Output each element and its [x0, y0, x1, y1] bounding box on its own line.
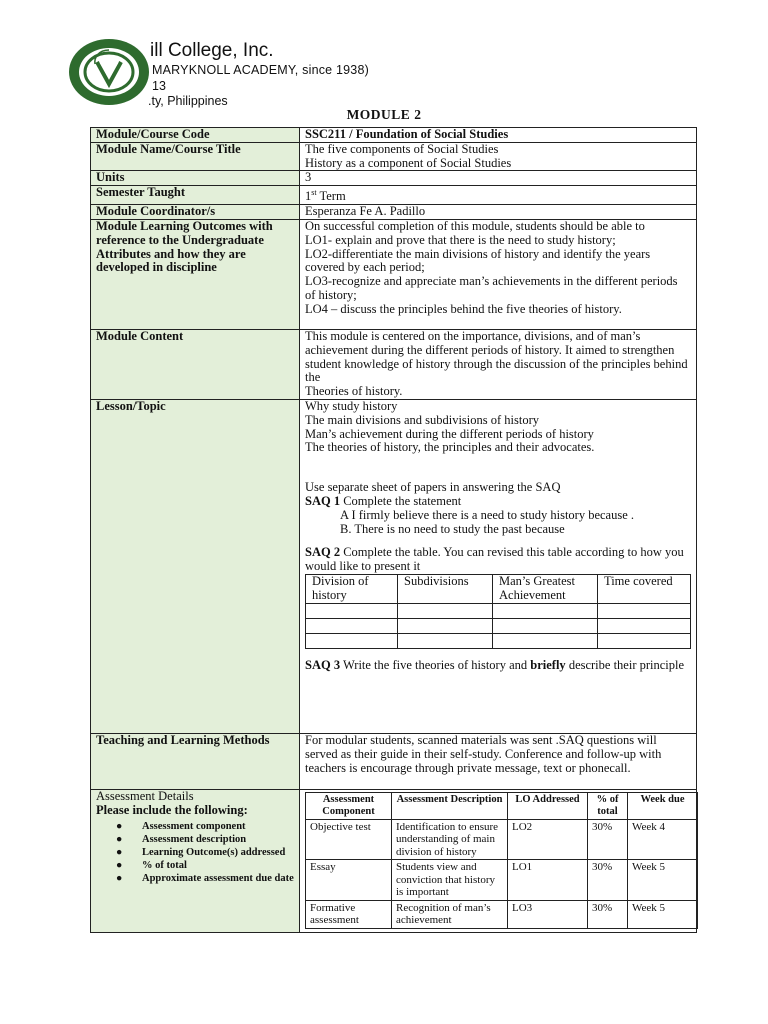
module-table [90, 127, 697, 933]
assess-cell: LO2 [508, 819, 588, 860]
saq2-header: Division of history [306, 574, 398, 603]
content-value [300, 329, 697, 399]
assess-row [306, 819, 698, 860]
outcome-line: LO4 – discuss the principles behind the five theories of history. [305, 301, 622, 316]
assess-cell: Identification to ensure understanding of main division of history [392, 819, 508, 860]
bullet-item: ● Assessment component [116, 820, 246, 832]
saq2-empty-row [306, 603, 691, 618]
module-title: MODULE 2 [346, 107, 422, 122]
saq2-empty-row [306, 618, 691, 633]
assess-cell: Students view and conviction that history is important [392, 860, 508, 901]
methods-label: Teaching and Learning Methods [91, 733, 300, 789]
outcome-line: LO1- explain and prove that there is the need to study history; [305, 232, 616, 247]
semester-sup: st [311, 188, 317, 198]
outcome-line: On successful completion of this module, students should be able to [305, 218, 645, 233]
saq2-empty-row [306, 633, 691, 648]
topic-item: The main divisions and subdivisions of history [305, 412, 540, 427]
saq2-text: Complete the table. You can revised this table according to how you would like to present it [305, 545, 684, 574]
assess-header: LO Addressed [508, 792, 588, 819]
assess-cell: Week 5 [628, 860, 698, 901]
saq3-text: Write the five theories of history and [340, 657, 531, 672]
saq1-label: SAQ 1 [305, 493, 341, 508]
topic-item: Why study history [305, 398, 398, 413]
lesson-label: Lesson/Topic [91, 399, 300, 733]
saq3-bold: briefly [530, 657, 566, 672]
coordinator-label: Module Coordinator/s [91, 205, 300, 220]
content-label: Module Content [91, 329, 300, 399]
assess-cell: LO1 [508, 860, 588, 901]
assessment-sublabel: Please include the following: [96, 802, 248, 817]
college-seal-icon [68, 38, 150, 106]
college-name: ill College, Inc. [150, 40, 274, 61]
bullet-item: ● Assessment description [116, 833, 247, 845]
content-text: Theories of history. [305, 384, 403, 399]
topic-item: The theories of history, the principles and their advocates. [305, 440, 595, 455]
code-value: SSC211 / Foundation of Social Studies [300, 128, 697, 143]
assess-cell: Formative assessment [306, 900, 392, 928]
assessment-label: Assessment Details [96, 788, 194, 803]
saq3 [305, 659, 691, 673]
assess-header: Assessment Component [306, 792, 392, 819]
former-name: MARYKNOLL ACADEMY, since 1938) [152, 63, 369, 77]
assess-row [306, 860, 698, 901]
methods-value: For modular students, scanned materials was sent .SAQ questions will served as their guide in their self-study. Conference and follow-up with teachers is encourage through private message, text or phonecall. [300, 733, 697, 789]
saq2-header: Subdivisions [398, 574, 493, 603]
saq3-label: SAQ 3 [305, 657, 341, 672]
assess-cell: Essay [306, 860, 392, 901]
name-value-line: The five components of Social Studies [305, 141, 499, 156]
coordinator-value: Esperanza Fe A. Padillo [300, 205, 697, 220]
saq2-table [305, 574, 691, 649]
saq1-item-b: B. There is no need to study the past because [340, 521, 565, 536]
lesson-value [300, 399, 697, 733]
code-label: Module/Course Code [91, 128, 300, 143]
name-value-line: History as a component of Social Studies [305, 155, 512, 170]
assess-cell: Recognition of man’s achievement [392, 900, 508, 928]
location: .ty, Philippines [148, 94, 228, 108]
assessment-value [300, 789, 697, 932]
semester-num: 1 [305, 189, 312, 204]
units-label: Units [91, 171, 300, 186]
bullet-text: Approximate assessment due date [142, 872, 294, 884]
outcome-line: LO3-recognize and appreciate man’s achievements in the different periods of history; [305, 274, 678, 302]
name-value [300, 142, 697, 171]
letterhead [68, 38, 488, 108]
assess-cell: Week 4 [628, 819, 698, 860]
saq2-header: Man’s Greatest Achievement [493, 574, 598, 603]
semester-label: Semester Taught [91, 186, 300, 205]
topic-item: Man’s achievement during the different periods of history [305, 426, 594, 441]
assess-cell: LO3 [508, 900, 588, 928]
units-value: 3 [300, 171, 697, 186]
outcome-line: LO2-differentiate the main divisions of history and identify the years covered by each period; [305, 246, 651, 275]
bullet-text: Assessment description [142, 833, 247, 845]
saq3-text-end: describe their principle [565, 657, 685, 672]
assess-row [306, 900, 698, 928]
saq1 [305, 495, 691, 509]
assess-cell: Objective test [306, 819, 392, 860]
assess-cell: 30% [588, 860, 628, 901]
assessment-label-cell [91, 789, 300, 932]
assess-cell: Week 5 [628, 900, 698, 928]
semester-value [300, 186, 697, 205]
saq1-item-a: A I firmly believe there is a need to study history because . [340, 507, 635, 522]
saq1-text: Complete the statement [340, 493, 462, 508]
saq2-header: Time covered [598, 574, 691, 603]
assess-header: Assessment Description [392, 792, 508, 819]
bullet-text: % of total [142, 859, 187, 871]
assessment-table [305, 792, 698, 929]
assessment-bullets [96, 820, 294, 885]
outcomes-label: Module Learning Outcomes with reference to the Undergraduate Attributes and how they are developed in discipline [91, 219, 300, 329]
assess-header: Week due [628, 792, 698, 819]
bullet-item: ● Learning Outcome(s) addressed [116, 846, 286, 858]
header-line3: 13 [152, 79, 166, 93]
bullet-text: Assessment component [142, 820, 246, 832]
content-text: This module is centered on the importance, divisions, and of man’s achievement during the different periods of history. It aimed to strengthen student knowledge of history through the discussion of the principles behind the [305, 328, 688, 385]
saq2 [305, 546, 691, 574]
assess-header: % of total [588, 792, 628, 819]
assess-cell: 30% [588, 819, 628, 860]
name-label: Module Name/Course Title [91, 142, 300, 171]
bullet-item: ● Approximate assessment due date [116, 872, 294, 884]
saq2-label: SAQ 2 [305, 545, 341, 560]
bullet-text: Learning Outcome(s) addressed [142, 846, 286, 858]
semester-rest: Term [316, 189, 346, 204]
saq-instruction: Use separate sheet of papers in answering the SAQ [305, 480, 561, 495]
outcomes-value [300, 219, 697, 329]
assess-cell: 30% [588, 900, 628, 928]
bullet-item: ● % of total [116, 859, 187, 871]
